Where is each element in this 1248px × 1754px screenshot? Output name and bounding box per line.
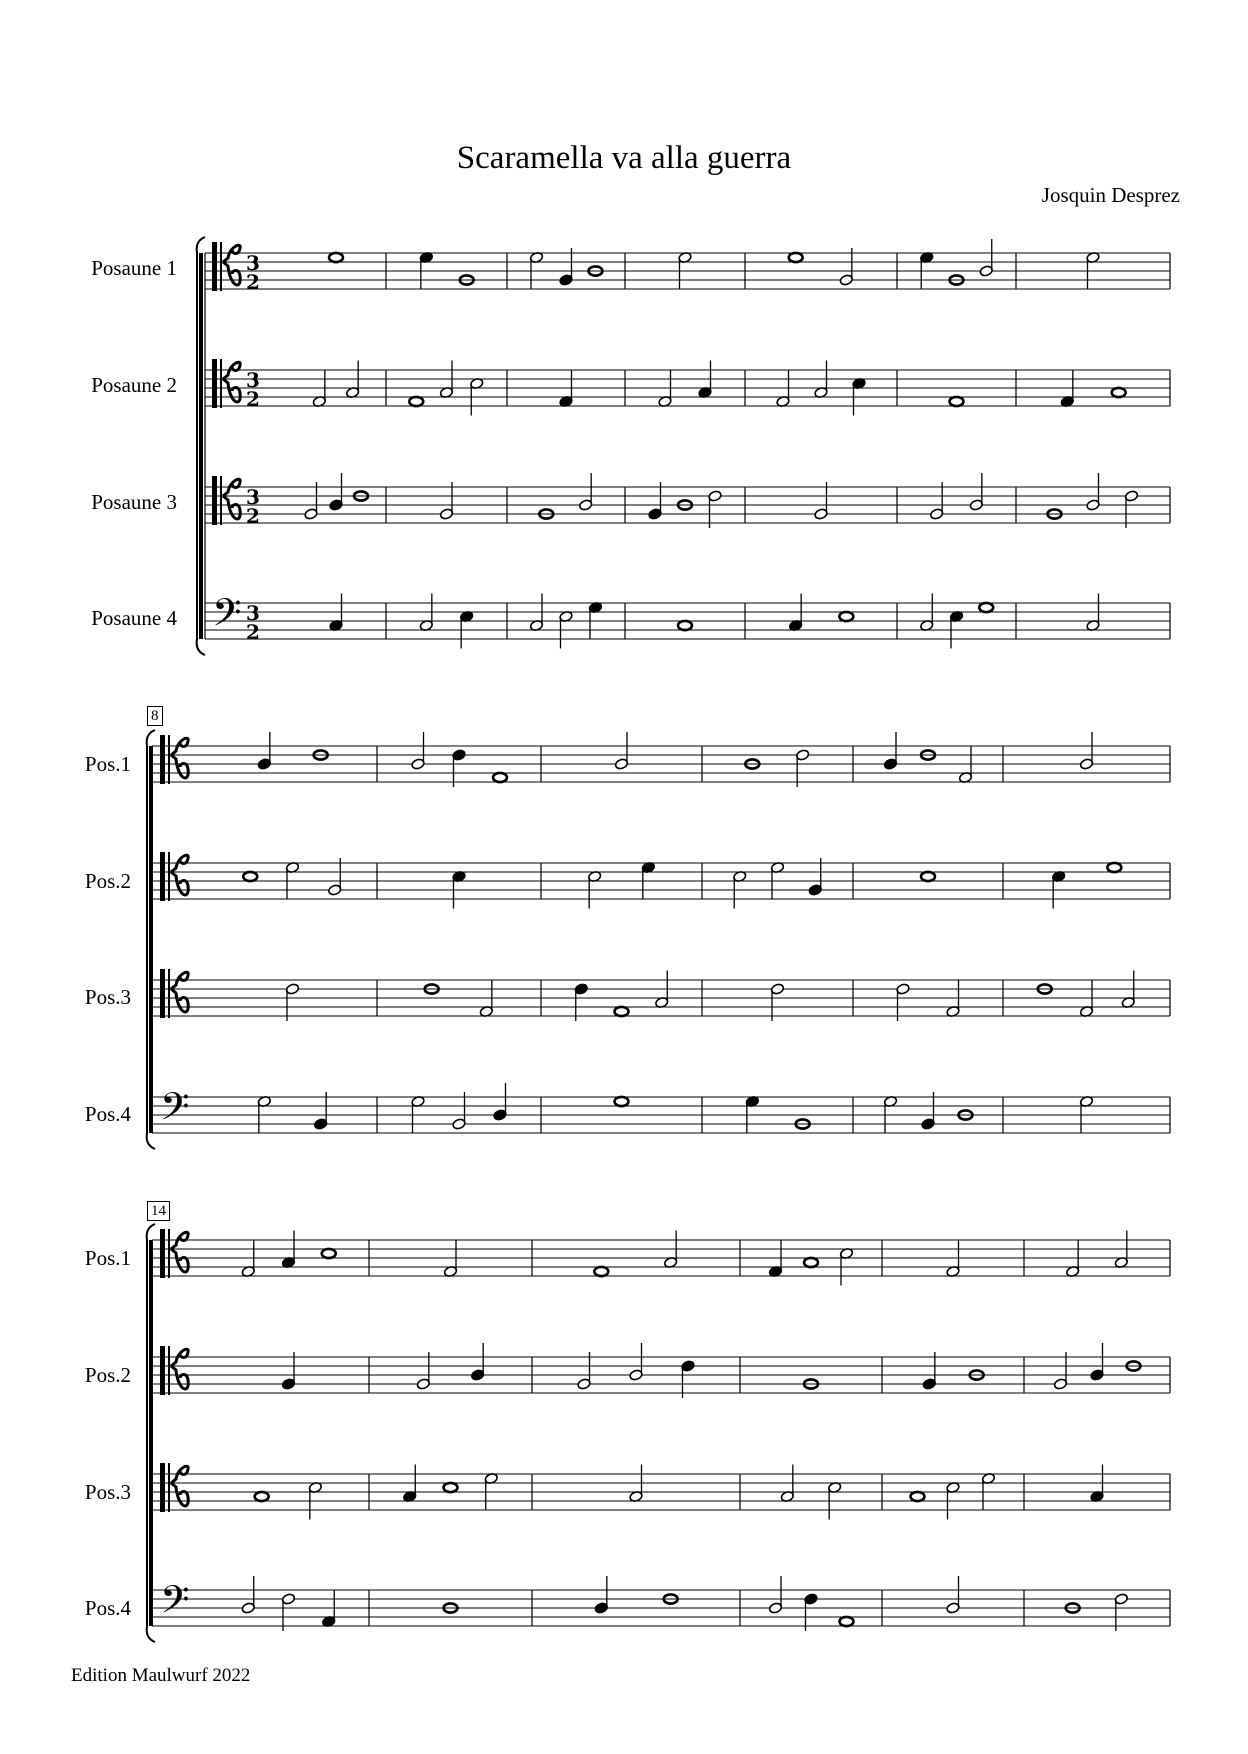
note bbox=[920, 251, 934, 289]
part-label: Pos.3 bbox=[84, 1480, 131, 1504]
part-label: Pos.1 bbox=[84, 1246, 131, 1270]
note bbox=[1066, 1240, 1080, 1278]
note bbox=[577, 1352, 591, 1390]
time-signature-denominator: 2 bbox=[246, 504, 260, 528]
note bbox=[733, 870, 747, 908]
note bbox=[768, 1576, 782, 1614]
note bbox=[681, 1360, 695, 1398]
tenor-clef-icon bbox=[160, 1463, 188, 1512]
note bbox=[814, 361, 828, 399]
note bbox=[439, 482, 453, 520]
note bbox=[484, 1472, 498, 1510]
composer-name: Josquin Desprez bbox=[1041, 183, 1180, 207]
note bbox=[452, 749, 466, 787]
note bbox=[969, 473, 983, 511]
note bbox=[615, 1007, 629, 1016]
note bbox=[479, 980, 493, 1018]
note bbox=[804, 1258, 818, 1267]
note bbox=[1079, 980, 1093, 1018]
note bbox=[312, 370, 326, 408]
note bbox=[920, 594, 934, 632]
note bbox=[281, 1593, 295, 1631]
time-signature bbox=[246, 368, 260, 411]
tenor-clef-icon bbox=[160, 969, 188, 1018]
note bbox=[285, 983, 299, 1021]
note bbox=[1114, 1231, 1128, 1269]
time-signature bbox=[246, 251, 260, 294]
note bbox=[922, 1352, 936, 1390]
note bbox=[911, 1492, 925, 1501]
note bbox=[789, 594, 803, 632]
note bbox=[804, 1593, 818, 1631]
note bbox=[559, 610, 573, 648]
note bbox=[1086, 473, 1100, 511]
note bbox=[579, 473, 593, 511]
note bbox=[559, 248, 573, 286]
note bbox=[789, 253, 803, 262]
note bbox=[452, 1092, 466, 1130]
note bbox=[329, 594, 343, 632]
note bbox=[411, 1095, 425, 1133]
note bbox=[322, 1590, 336, 1628]
note bbox=[493, 773, 507, 782]
note-layer bbox=[241, 239, 1140, 1631]
note bbox=[471, 1343, 485, 1381]
note bbox=[443, 1240, 457, 1278]
note bbox=[930, 482, 944, 520]
note bbox=[594, 1267, 608, 1276]
note bbox=[559, 370, 573, 408]
note bbox=[808, 858, 822, 896]
note bbox=[768, 1240, 782, 1278]
part-label: Pos.3 bbox=[84, 985, 131, 1009]
note bbox=[322, 1249, 336, 1258]
note bbox=[329, 253, 343, 262]
note bbox=[839, 612, 853, 621]
tenor-clef-icon bbox=[212, 476, 240, 525]
note bbox=[409, 397, 423, 406]
note bbox=[615, 1097, 629, 1106]
note bbox=[241, 1240, 255, 1278]
tenor-clef-icon bbox=[212, 359, 240, 408]
note bbox=[655, 971, 669, 1009]
note bbox=[419, 251, 433, 289]
note bbox=[1121, 971, 1135, 1009]
note bbox=[308, 1481, 322, 1519]
part-label: Pos.2 bbox=[84, 1363, 131, 1387]
note bbox=[529, 251, 543, 289]
note bbox=[946, 1481, 960, 1519]
note bbox=[678, 251, 692, 289]
note bbox=[776, 370, 790, 408]
note bbox=[1052, 870, 1066, 908]
time-signature-numerator: 3 bbox=[246, 368, 260, 392]
part-label: Pos.1 bbox=[84, 752, 131, 776]
note bbox=[839, 248, 853, 286]
note bbox=[588, 870, 602, 908]
note bbox=[257, 732, 271, 770]
part-label: Pos.4 bbox=[84, 1596, 131, 1620]
note bbox=[921, 1092, 935, 1130]
note bbox=[452, 870, 466, 908]
staff bbox=[152, 1097, 1170, 1133]
note bbox=[852, 377, 866, 415]
time-signature bbox=[246, 485, 260, 528]
part-label: Posaune 4 bbox=[91, 606, 177, 630]
note bbox=[1090, 1343, 1104, 1381]
note bbox=[629, 1465, 643, 1503]
note bbox=[444, 1483, 458, 1492]
note bbox=[470, 377, 484, 415]
tenor-clef-icon bbox=[160, 1229, 188, 1278]
note bbox=[629, 1343, 643, 1381]
note bbox=[958, 746, 972, 784]
note bbox=[1060, 370, 1074, 408]
note bbox=[1112, 388, 1126, 397]
note bbox=[594, 1576, 608, 1614]
note bbox=[529, 594, 543, 632]
note bbox=[1079, 732, 1093, 770]
note bbox=[708, 490, 722, 528]
note bbox=[281, 1231, 295, 1269]
note bbox=[439, 361, 453, 399]
note bbox=[950, 397, 964, 406]
note bbox=[460, 610, 474, 648]
staff bbox=[152, 1474, 1170, 1510]
note bbox=[1079, 1095, 1093, 1133]
part-label: Pos.4 bbox=[84, 1102, 131, 1126]
note bbox=[329, 473, 343, 511]
note bbox=[840, 1617, 854, 1626]
time-signature-numerator: 3 bbox=[246, 251, 260, 275]
note bbox=[648, 482, 662, 520]
tenor-clef-icon bbox=[212, 242, 240, 291]
note bbox=[1107, 863, 1121, 872]
measure-number: 14 bbox=[147, 1201, 170, 1221]
staff bbox=[152, 1240, 1170, 1276]
note bbox=[1114, 1593, 1128, 1631]
note bbox=[658, 370, 672, 408]
note bbox=[745, 1095, 759, 1133]
note bbox=[839, 1247, 853, 1285]
note bbox=[641, 861, 655, 899]
note bbox=[780, 1465, 794, 1503]
note bbox=[770, 861, 784, 899]
part-label: Posaune 1 bbox=[91, 256, 177, 280]
note bbox=[828, 1481, 842, 1519]
note bbox=[814, 482, 828, 520]
time-signature-denominator: 2 bbox=[246, 620, 260, 644]
note bbox=[574, 983, 588, 1021]
note bbox=[403, 1465, 417, 1503]
part-label: Posaune 2 bbox=[91, 373, 177, 397]
note bbox=[285, 861, 299, 899]
time-signature-denominator: 2 bbox=[246, 270, 260, 294]
note bbox=[255, 1492, 269, 1501]
note bbox=[416, 1352, 430, 1390]
staff bbox=[205, 370, 1170, 406]
time-signature bbox=[246, 601, 260, 644]
part-label: Posaune 3 bbox=[91, 490, 177, 514]
bass-clef-icon: 𝄢 bbox=[212, 590, 242, 644]
tenor-clef-icon bbox=[160, 735, 188, 784]
note bbox=[328, 858, 342, 896]
time-signature-numerator: 3 bbox=[246, 601, 260, 625]
note bbox=[979, 603, 993, 612]
staff bbox=[205, 487, 1170, 523]
staff bbox=[152, 1357, 1170, 1393]
part-label: Pos.2 bbox=[84, 869, 131, 893]
staff-layer bbox=[147, 237, 1170, 1642]
score-title: Scaramella va alla guerra bbox=[456, 140, 792, 176]
note bbox=[243, 872, 257, 881]
note bbox=[946, 980, 960, 1018]
note bbox=[257, 1095, 271, 1133]
note bbox=[1090, 1465, 1104, 1503]
staff bbox=[152, 746, 1170, 782]
note bbox=[949, 610, 963, 648]
time-signature-denominator: 2 bbox=[246, 387, 260, 411]
staff bbox=[152, 863, 1170, 899]
note bbox=[281, 1352, 295, 1390]
time-signature-numerator: 3 bbox=[246, 485, 260, 509]
note bbox=[614, 732, 628, 770]
note bbox=[678, 621, 692, 630]
note bbox=[664, 1231, 678, 1269]
tenor-clef-icon bbox=[160, 1346, 188, 1395]
note bbox=[946, 1240, 960, 1278]
note bbox=[588, 601, 602, 639]
edition-credit: Edition Maulwurf 2022 bbox=[71, 1665, 251, 1686]
bass-clef-icon: 𝄢 bbox=[160, 1084, 190, 1138]
note bbox=[241, 1576, 255, 1614]
note bbox=[796, 749, 810, 787]
note bbox=[1124, 490, 1138, 528]
note bbox=[883, 732, 897, 770]
note bbox=[770, 983, 784, 1021]
note bbox=[883, 1095, 897, 1133]
note bbox=[493, 1083, 507, 1121]
note bbox=[411, 732, 425, 770]
note bbox=[979, 239, 993, 277]
note bbox=[946, 1576, 960, 1614]
note bbox=[981, 1472, 995, 1510]
staff bbox=[152, 1590, 1170, 1626]
note bbox=[346, 361, 360, 399]
note bbox=[921, 872, 935, 881]
note bbox=[1086, 594, 1100, 632]
note bbox=[304, 482, 318, 520]
bass-clef-icon: 𝄢 bbox=[160, 1577, 190, 1631]
note bbox=[1086, 251, 1100, 289]
note bbox=[314, 1092, 328, 1130]
note bbox=[419, 594, 433, 632]
measure-number: 8 bbox=[147, 706, 163, 726]
note bbox=[1053, 1352, 1067, 1390]
note bbox=[698, 361, 712, 399]
note bbox=[896, 983, 910, 1021]
tenor-clef-icon bbox=[160, 852, 188, 901]
